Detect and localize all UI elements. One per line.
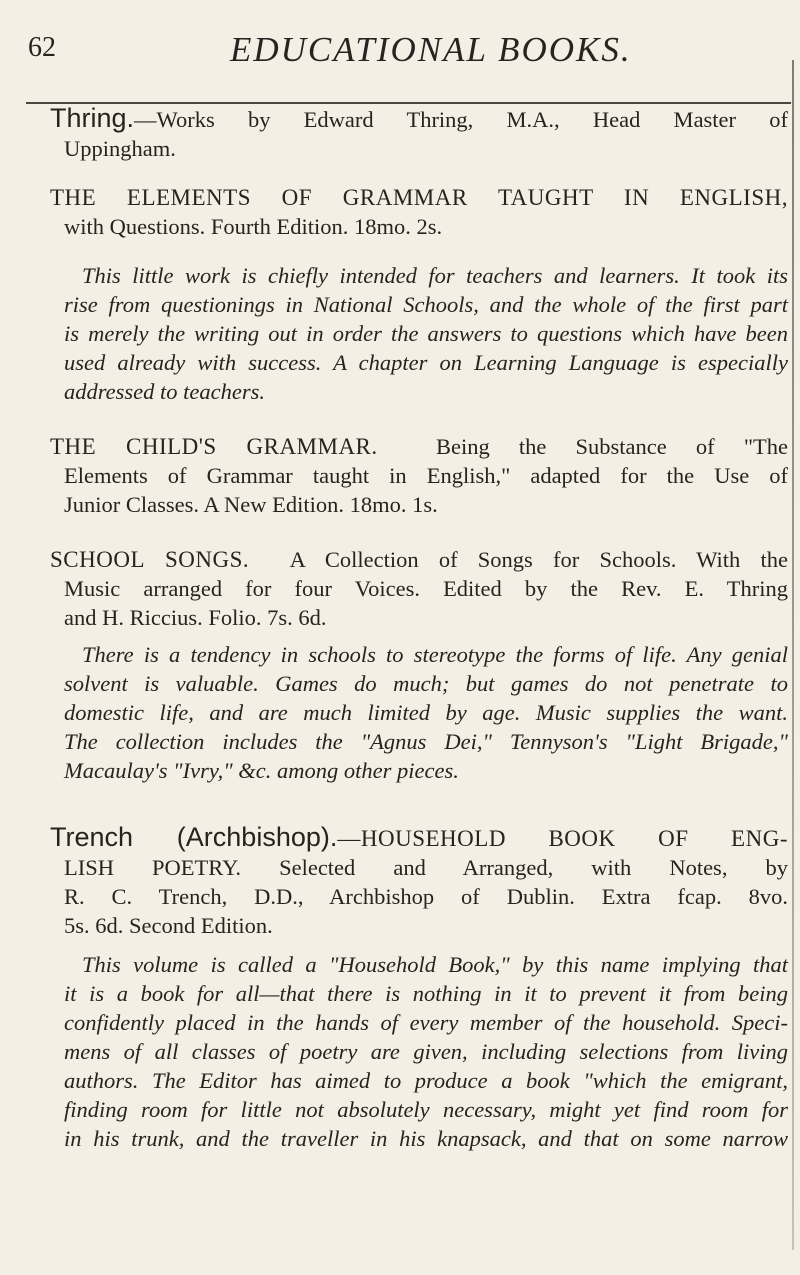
book-entry-school-songs (50, 545, 788, 785)
description-line: confidently placed in the hands of every member of the household. Speci- (64, 1010, 788, 1035)
book-details-childs-grammar-cont: Elements of Grammar taught in English," adapted for the Use of (64, 463, 788, 488)
trench-heading-line (50, 823, 788, 853)
description-line: This little work is chiefly intended for teachers and learners. It took its (82, 263, 788, 288)
description-line: used already with success. A chapter on Learning Language is especially (64, 350, 788, 375)
book-title-household-book: —HOUSEHOLD BOOK OF ENG- (337, 826, 788, 851)
book-title-school-songs: SCHOOL SONGS. (50, 547, 250, 572)
page-content (50, 104, 788, 1153)
book-title-childs-grammar: THE CHILD'S GRAMMAR. (50, 434, 378, 459)
thring-author-description: —Works by Edward Thring, M.A., Head Master of (134, 107, 788, 132)
description-line: authors. The Editor has aimed to produce a book "which the emigrant, (64, 1068, 788, 1093)
description-line: it is a book for all—that there is nothing in it to prevent it from being (64, 981, 788, 1006)
book-details-school-songs-cont: and H. Riccius. Folio. 7s. 6d. (64, 605, 327, 630)
description-line: addressed to teachers. (64, 379, 266, 404)
page-edge-shadow (792, 60, 794, 1250)
description-line: rise from questionings in National Schools, and the whole of the first part (64, 292, 788, 317)
book-details-school-songs-cont: Music arranged for four Voices. Edited by the Rev. E. Thring (64, 576, 788, 601)
book-description-school-songs (50, 640, 788, 785)
author-name-trench: Trench (Archbishop). (50, 822, 338, 852)
trench-entry (50, 823, 788, 1153)
childs-grammar-line-1 (50, 432, 788, 461)
thring-entry (50, 104, 788, 163)
book-description-household-book (50, 950, 788, 1153)
description-line: Macaulay's "Ivry," &c. among other pieces. (64, 758, 459, 783)
description-line: in his trunk, and the traveller in his knapsack, and that on some narrow (64, 1126, 788, 1151)
thring-author-description-cont: Uppingham. (64, 136, 176, 161)
page-number: 62 (28, 32, 56, 63)
description-line: mens of all classes of poetry are given, including selections from living (64, 1039, 788, 1064)
book-details-household-book: LISH POETRY. Selected and Arranged, with Notes, by (64, 855, 788, 880)
description-line: solvent is valuable. Games do much; but games do not penetrate to (64, 671, 788, 696)
description-line: is merely the writing out in order the answers to questions which have been (64, 321, 788, 346)
school-songs-line-1 (50, 545, 788, 574)
description-line: finding room for little not absolutely necessary, might yet find room for (64, 1097, 788, 1122)
book-details-childs-grammar: Being the Substance of "The (435, 434, 789, 459)
book-title-elements-of-grammar: THE ELEMENTS OF GRAMMAR TAUGHT IN ENGLISH, (50, 185, 788, 210)
page-header (0, 30, 790, 70)
author-name-thring: Thring. (50, 103, 135, 133)
thring-heading-line (50, 104, 788, 134)
book-details-household-book: R. C. Trench, D.D., Archbishop of Dublin. Extra fcap. 8vo. (64, 884, 788, 909)
book-details-childs-grammar-cont: Junior Classes. A New Edition. 18mo. 1s. (64, 492, 438, 517)
description-line: domestic life, and are much limited by age. Music supplies the want. (64, 700, 788, 725)
book-entry-elements-of-grammar (50, 183, 788, 406)
description-line: There is a tendency in schools to stereotype the forms of life. Any genial (82, 642, 788, 667)
book-entry-childs-grammar (50, 432, 788, 519)
description-line: The collection includes the "Agnus Dei," Tennyson's "Light Brigade," (64, 729, 788, 754)
book-description-elements-of-grammar (50, 261, 788, 406)
book-details-household-book: 5s. 6d. Second Edition. (64, 913, 273, 938)
book-details-elements-of-grammar: with Questions. Fourth Edition. 18mo. 2s. (64, 214, 443, 239)
running-head: EDUCATIONAL BOOKS. (230, 30, 632, 69)
description-line: This volume is called a "Household Book," by this name implying that (82, 952, 788, 977)
book-details-school-songs: A Collection of Songs for Schools. With the (289, 547, 788, 572)
